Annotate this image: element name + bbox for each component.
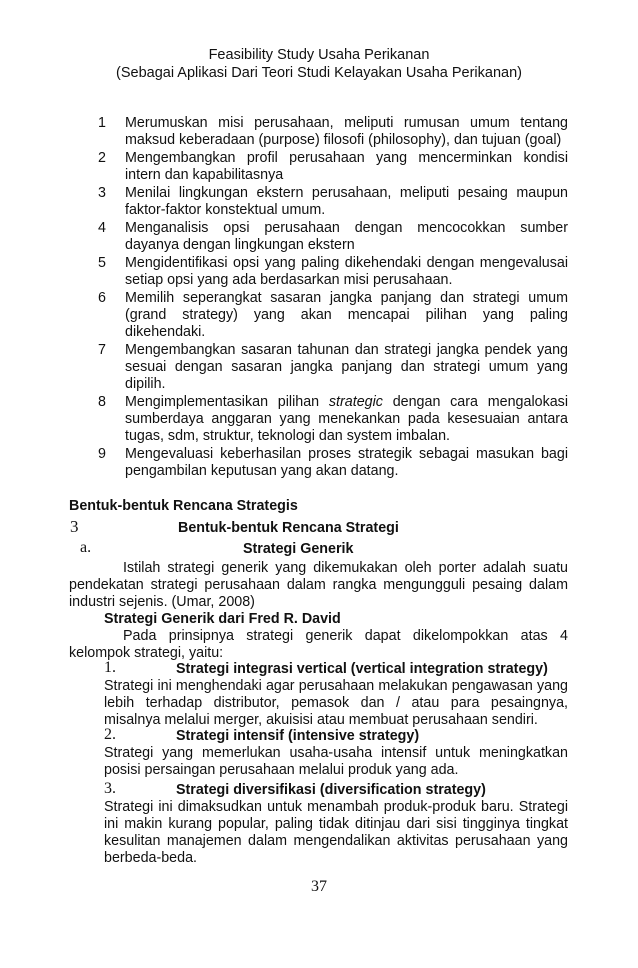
- list-item: [98, 342, 568, 393]
- subsection-title: Bentuk-bentuk Rencana Strategi: [178, 520, 399, 536]
- list-item-number: 2: [98, 150, 106, 166]
- list-item-text: [125, 394, 568, 445]
- subsubsection-title: Strategi Generik: [243, 541, 354, 557]
- section-title: Bentuk-bentuk Rencana Strategis: [69, 498, 298, 514]
- steps-list: [98, 115, 568, 481]
- list-item: [98, 394, 568, 445]
- strategy-number: 1.: [104, 659, 116, 676]
- list-item-number: 1: [98, 115, 106, 131]
- subsection-number: 3: [70, 517, 79, 536]
- strategy-description: Strategi ini dimaksudkan untuk menambah produk-produk baru. Strategi ini makin kurang popular, paling tidak ditinjau dari sisi tingginya tingkat kesulitan manajemen dalam mengendalikan aktivitas perusahaan yang berbeda-beda.: [104, 799, 568, 866]
- strategy-title: Strategi intensif (intensive strategy): [176, 728, 420, 744]
- list-item-number: 4: [98, 220, 106, 236]
- list-item: [98, 220, 568, 254]
- list-item-number: 5: [98, 255, 106, 271]
- list-item-text: Mengevaluasi keberhasilan proses strategik sebagai masukan bagi pengambilan keputusan yang akan datang.: [125, 446, 568, 479]
- strategy-description: Strategi ini menghendaki agar perusahaan melakukan pengawasan yang lebih terhadap distributor, pemasok dan / atau para pesaingnya, misalnya melalui merger, akuisisi atau membuat perusahaan sendiri.: [104, 678, 568, 728]
- paragraph-porter: Istilah strategi generik yang dikemukakan oleh porter adalah suatu pendekatan strategi perusahaan dalam rangka mengungguli pesaing dalam industri sejenis. (Umar, 2008): [69, 560, 568, 610]
- subsubsection-number: a.: [80, 539, 92, 556]
- running-header-subtitle: (Sebagai Aplikasi Dari Teori Studi Kelayakan Usaha Perikanan): [116, 65, 522, 81]
- list-item-text-end: dengan cara mengalokasi sumberdaya anggaran yang menekankan pada kesesuaian antara tugas, sdm, struktur, teknologi dan system imbalan.: [125, 394, 568, 444]
- list-item-text: Memilih seperangkat sasaran jangka panjang dan strategi umum (grand strategy) yang akan mencapai pilihan yang paling dikehendaki.: [125, 290, 568, 340]
- list-item: [98, 290, 568, 341]
- list-item-text: Mengidentifikasi opsi yang paling dikehendaki dengan mengevalusai setiap opsi yang ada berdasarkan misi perusahaan.: [125, 255, 568, 288]
- strategy-title: Strategi diversifikasi (diversification strategy): [176, 782, 486, 798]
- list-item-number: 9: [98, 446, 106, 462]
- list-item: [98, 185, 568, 219]
- list-item-number: 7: [98, 342, 106, 358]
- list-item-text: Mengembangkan sasaran tahunan dan strategi jangka pendek yang sesuai dengan sasaran jangka panjang dan strategi umum yang dipilih.: [125, 342, 568, 392]
- strategy-number: 2.: [104, 726, 116, 743]
- strategy-title: Strategi integrasi vertical (vertical integration strategy): [176, 661, 548, 677]
- list-item: [98, 255, 568, 289]
- strategy-description: Strategi yang memerlukan usaha-usaha intensif untuk meningkatkan posisi persaingan perusahaan melalui produk yang ada.: [104, 745, 568, 778]
- strategy-number: 3.: [104, 780, 116, 797]
- running-header-title: Feasibility Study Usaha Perikanan: [208, 47, 430, 63]
- page-number: 37: [311, 878, 327, 895]
- italic-term: strategic: [328, 394, 383, 410]
- list-item: [98, 446, 568, 480]
- list-item-number: 8: [98, 394, 106, 410]
- heading-fred-david: Strategi Generik dari Fred R. David: [104, 611, 341, 627]
- list-item-number: 3: [98, 185, 106, 201]
- list-item-text: Menganalisis opsi perusahaan dengan mencocokkan sumber dayanya dengan lingkungan ekstern: [125, 220, 568, 253]
- list-item-text-start: Mengimplementasikan pilihan: [125, 394, 329, 410]
- paragraph-intro: Pada prinsipnya strategi generik dapat dikelompokkan atas 4 kelompok strategi, yaitu:: [69, 628, 568, 661]
- list-item: [98, 115, 568, 149]
- list-item-text: Mengembangkan profil perusahaan yang mencerminkan kondisi intern dan kapabilitasnya: [125, 150, 568, 183]
- list-item-text: Merumuskan misi perusahaan, meliputi rumusan umum tentang maksud keberadaan (purpose) filosofi (philosophy), dan tujuan (goal): [125, 115, 568, 148]
- list-item-text: Menilai lingkungan ekstern perusahaan, meliputi pesaing maupun faktor-faktor konstektual umum.: [125, 185, 568, 218]
- list-item-number: 6: [98, 290, 106, 306]
- list-item: [98, 150, 568, 184]
